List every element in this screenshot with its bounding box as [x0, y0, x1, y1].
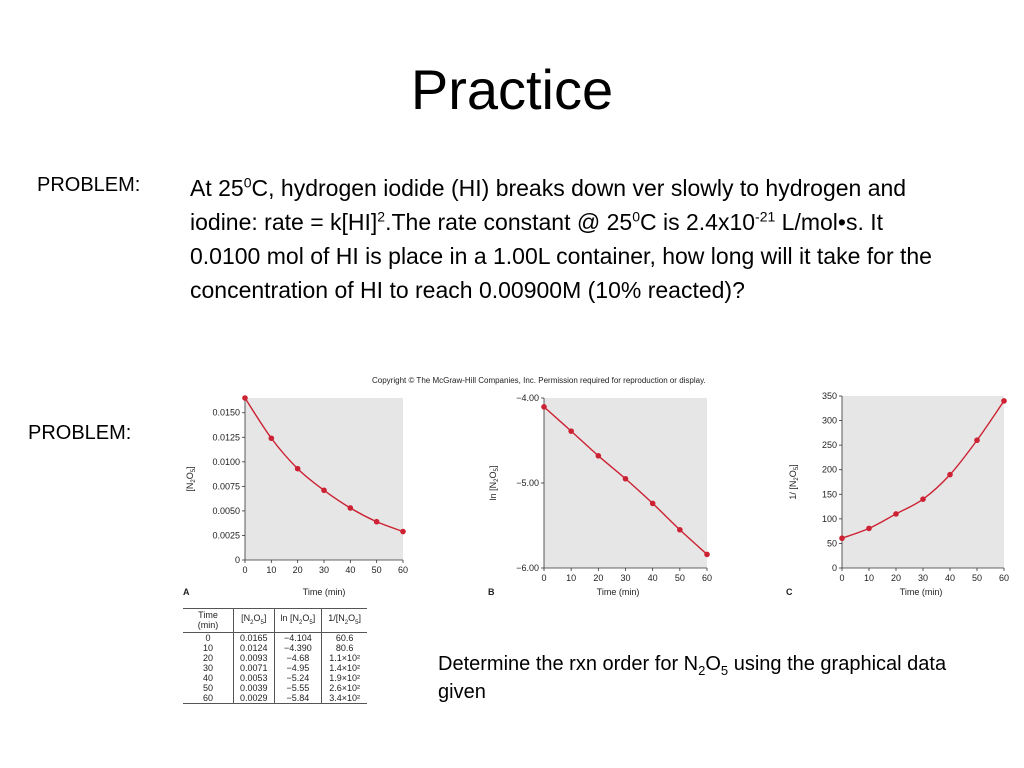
chart-c [780, 392, 1020, 602]
table-cell: −4.68 [274, 653, 322, 663]
chart-a-ytick-label: 0.0075 [212, 481, 240, 492]
chart-c-xtick-label: 50 [971, 573, 983, 583]
chart-a-xtick-label: 20 [292, 565, 303, 575]
chart-c-plot-bg [842, 396, 1004, 568]
table-cell: 0.0029 [234, 693, 275, 704]
chart-b-xlabel: Time (min) [596, 587, 640, 597]
chart-a-ytick-label: 0 [234, 555, 240, 565]
chart-a-xtick-label: 0 [242, 565, 248, 575]
chart-b-xtick-label: 20 [593, 573, 604, 583]
table-cell: 0.0071 [234, 663, 275, 673]
chart-a-ytick-label: 0.0050 [212, 505, 240, 516]
data-table [183, 608, 367, 704]
chart-b-point [568, 428, 574, 434]
problem-1-text: At $25^0C$, hydrogen iodide (HI) breaks down ver slowly to hydrogen and iodine: rate = k[HI]$^2$.The rate constant @ $25^0C$ is $2.4x10^{-21}$ L/mol•s. It 0.0100 mol of HI is place in a 1.00L container, how long will it take for the concentration of HI to reach 0.00900M (10% reacted)? [190, 174, 932, 303]
problem-label-2: PROBLEM: [28, 422, 132, 444]
chart-b-ytick-label: −5.00 [516, 478, 539, 488]
chart-c-ytick-label: 300 [821, 415, 837, 426]
chart-a-xtick-label: 30 [318, 565, 330, 575]
table-cell: 0.0165 [234, 633, 275, 644]
chart-a-point [269, 435, 275, 441]
chart-b [482, 392, 727, 602]
table-cell: −4.95 [274, 663, 322, 673]
table-cell: 60 [202, 693, 213, 703]
col-time: Time (min) [183, 609, 234, 633]
chart-b-point [677, 527, 683, 533]
table-cell: 50 [202, 683, 213, 693]
table-cell: 0.0039 [234, 683, 275, 693]
chart-c-panel-letter: C [786, 587, 793, 597]
problem-label-1: PROBLEM: [37, 174, 141, 196]
chart-a-ytick-label: 0.0150 [212, 407, 240, 418]
chart-b-ytick-label: −6.00 [516, 563, 539, 573]
chart-a-plot-bg [245, 398, 403, 560]
determine-text: Determine the rxn order for $N_2O_5$ using the graphical data given [438, 653, 947, 703]
chart-c-xtick-label: 10 [863, 573, 875, 583]
chart-a-ytick-label: 0.0025 [212, 530, 240, 541]
chart-c-svg [780, 392, 1020, 602]
col-conc: $[N_2O_5]$ [234, 609, 275, 633]
chart-a-point [348, 505, 354, 511]
table-cell: 1.1×10² [322, 653, 367, 663]
chart-c-point [893, 511, 899, 517]
chart-a-ylabel: $[N_2O_5]$ [185, 466, 197, 492]
chart-b-point [623, 476, 629, 482]
table-cell: 3.4×10² [322, 693, 367, 704]
copyright-notice: Copyright © The McGraw-Hill Companies, Inc. Permission required for reproduction or display. [372, 376, 706, 385]
table-cell: 0.0053 [234, 673, 275, 683]
chart-c-xtick-label: 20 [890, 573, 902, 583]
table-cell: −5.84 [274, 693, 322, 704]
table-cell: 10 [202, 643, 213, 653]
chart-a-svg [175, 392, 420, 602]
chart-c-xlabel: Time (min) [899, 587, 943, 597]
chart-a-point [374, 519, 380, 525]
chart-c-point [1001, 398, 1007, 404]
chart-b-point [704, 552, 710, 558]
chart-b-ylabel: $\ln [N_2O_5]$ [488, 465, 500, 501]
chart-a-panel-letter: A [183, 587, 190, 597]
chart-c-xtick-label: 30 [917, 573, 929, 583]
chart-c-xtick-label: 60 [998, 573, 1010, 583]
table-cell: −4.390 [274, 643, 322, 653]
chart-c-point [947, 472, 953, 478]
table-cell: 40 [202, 673, 213, 683]
chart-c-ytick-label: 150 [821, 489, 837, 500]
chart-a-point [321, 487, 327, 493]
chart-b-point [596, 453, 602, 459]
chart-c-ytick-label: 50 [826, 538, 837, 549]
table-row [183, 633, 367, 644]
chart-a-ytick-label: 0.0125 [212, 432, 240, 443]
chart-b-xtick-label: 60 [701, 573, 713, 583]
chart-a-xtick-label: 40 [345, 565, 356, 575]
chart-a [175, 392, 420, 602]
col-ln-conc: $\ln [N_2O_5]$ [274, 609, 322, 633]
table-cell: 2.6×10² [322, 683, 367, 693]
chart-a-ytick-label: 0.0100 [212, 456, 240, 467]
data-table-header [183, 609, 367, 633]
chart-a-xtick-label: 60 [397, 565, 409, 575]
slide-title: Practice [410, 58, 614, 121]
chart-b-xtick-label: 0 [541, 573, 547, 583]
chart-b-point [650, 501, 656, 507]
chart-c-ytick-label: 350 [821, 391, 837, 401]
chart-c-ylabel: 1/ $[N_2O_5]$ [788, 464, 800, 500]
table-cell: 1.4×10² [322, 663, 367, 673]
table-cell: −5.55 [274, 683, 322, 693]
chart-b-panel-letter: B [488, 587, 495, 597]
chart-b-point [541, 404, 547, 410]
chart-a-point [295, 466, 301, 472]
table-cell: 20 [202, 653, 213, 663]
table-cell: −4.104 [274, 633, 322, 644]
chart-b-xtick-label: 30 [620, 573, 631, 583]
chart-c-xtick-label: 40 [944, 573, 956, 583]
table-row [183, 683, 367, 693]
table-row [183, 643, 367, 653]
table-row [183, 693, 367, 704]
chart-c-xtick-label: 0 [839, 573, 845, 583]
table-row [183, 673, 367, 683]
chart-b-xtick-label: 10 [566, 573, 577, 583]
table-cell: 30 [202, 663, 213, 673]
table-cell: 0.0093 [234, 653, 275, 663]
chart-a-point [242, 395, 248, 401]
chart-a-point [400, 529, 406, 535]
chart-b-xtick-label: 50 [674, 573, 685, 583]
chart-c-ytick-label: 100 [821, 513, 837, 524]
table-row [183, 663, 367, 673]
chart-c-ytick-label: 250 [821, 440, 837, 451]
chart-b-svg [482, 392, 727, 602]
chart-b-ytick-label: −4.00 [516, 393, 539, 403]
chart-a-xtick-label: 50 [371, 565, 382, 575]
chart-c-ytick-label: 0 [831, 563, 837, 573]
table-cell: 60.6 [322, 633, 367, 644]
table-row [183, 653, 367, 663]
table-cell: 0.0124 [234, 643, 275, 653]
data-table-body [183, 633, 367, 704]
chart-c-point [920, 496, 926, 502]
table-cell: 80.6 [322, 643, 367, 653]
table-cell: 1.9×10² [322, 673, 367, 683]
chart-c-point [866, 526, 872, 532]
chart-b-xtick-label: 40 [647, 573, 658, 583]
table-cell: 0 [205, 633, 211, 643]
col-inv-conc: $1/[N_2O_5]$ [322, 609, 367, 633]
table-cell: −5.24 [274, 673, 322, 683]
chart-b-plot-bg [544, 398, 707, 568]
chart-c-point [974, 437, 980, 443]
chart-c-ytick-label: 200 [821, 464, 837, 475]
chart-a-xtick-label: 10 [266, 565, 277, 575]
chart-c-point [839, 535, 845, 541]
chart-a-xlabel: Time (min) [302, 587, 346, 597]
